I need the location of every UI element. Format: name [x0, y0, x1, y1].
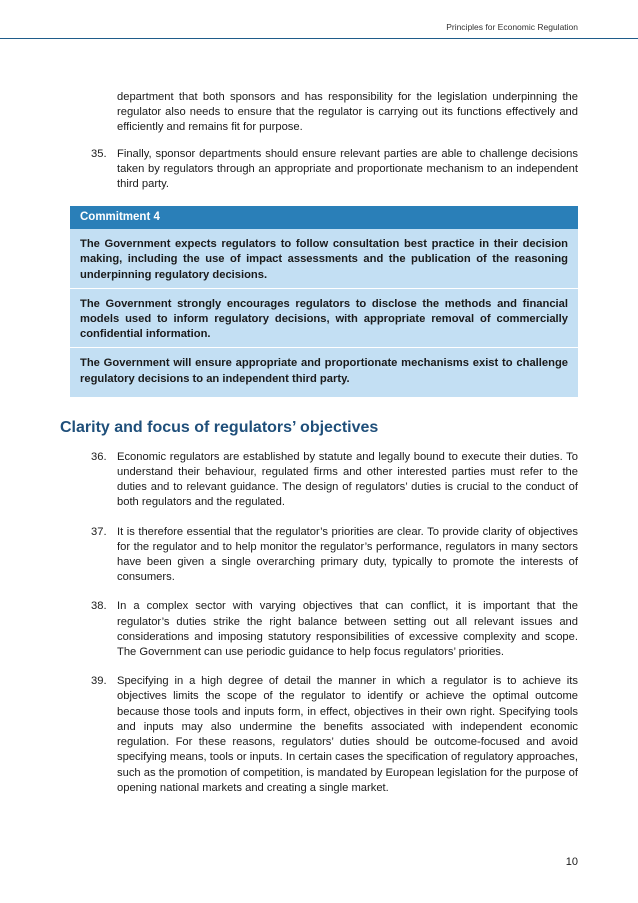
page-number: 10 [565, 856, 578, 868]
page-content [0, 90, 638, 796]
paragraph-35 [91, 147, 578, 193]
paragraph-38 [91, 599, 578, 660]
commitment-paragraph: The Government will ensure appropriate and proportionate mechanisms exist to challenge regulatory decisions to an independent third party. [80, 357, 568, 385]
intro-paragraph: department that both sponsors and has responsibility for the legislation underpinning the regulator also needs to ensure that the regulator is carrying out its functions effectively and efficiently and remains fit for purpose. [117, 91, 578, 134]
paragraph-number: 39. [91, 675, 107, 688]
paragraph-text: Economic regulators are established by statute and legally bound to execute their duties. To understand their behaviour, regulated firms and other interested parties must refer to the duties and to relevant guidance. The design of regulators’ duties is crucial to the conduct of both regulators and the regulated. [117, 450, 578, 509]
commitment-paragraph: The Government expects regulators to follow consultation best practice in their decision making, including the use of impact assessments and the publication of the reasoning underpinning regulatory decisions. [70, 229, 578, 289]
paragraph-text: Specifying in a high degree of detail the manner in which a regulator is to achieve its objectives limits the scope of the regulator to identify or achieve the optimal outcome because those tools and inputs form, in effect, objectives in their own right. Specifying tools and inputs may also undermine the benefits associated with independent economic regulation. For these reasons, regulators’ duties should be outcome-focused and avoid specifying means, tools or inputs. In certain cases the specification of regulatory approaches, such as the promotion of competition, is mandated by European legislation for the purpose of opening national markets and creating a single market. [117, 675, 578, 794]
running-header-title: Principles for Economic Regulation [446, 22, 578, 32]
paragraph-number: 38. [91, 600, 107, 613]
paragraph-39 [91, 674, 578, 796]
section-heading: Clarity and focus of regulators’ objectives [60, 418, 379, 436]
paragraph-number: 35. [91, 147, 107, 160]
paragraph-36 [91, 450, 578, 511]
commitment-title: Commitment 4 [70, 206, 578, 229]
paragraph-number: 36. [91, 450, 107, 463]
paragraph-text: Finally, sponsor departments should ensure relevant parties are able to challenge decisions taken by regulators through an appropriate and proportionate mechanism to an independent third party. [117, 147, 578, 191]
paragraph-text: In a complex sector with varying objectives that can conflict, it is important that the regulator’s duties strike the right balance between setting out all relevant issues and considerations and imposing statutory responsibilities of excessive complexity and scope. The Government can use periodic guidance to help focus regulators’ priorities. [117, 600, 578, 659]
page-header [0, 0, 638, 39]
paragraph-number: 37. [91, 525, 107, 538]
commitment-box [70, 206, 578, 397]
paragraph-37 [91, 525, 578, 586]
paragraph-text: It is therefore essential that the regulator’s priorities are clear. To provide clarity of objectives for the regulator and to help monitor the regulator’s performance, regulators in many sectors have been given a single overarching primary duty, typically to promote the interests of consumers. [117, 525, 578, 584]
commitment-paragraph: The Government strongly encourages regulators to disclose the methods and financial models used to inform regulatory decisions, with appropriate removal of commercially confidential information. [70, 289, 578, 349]
